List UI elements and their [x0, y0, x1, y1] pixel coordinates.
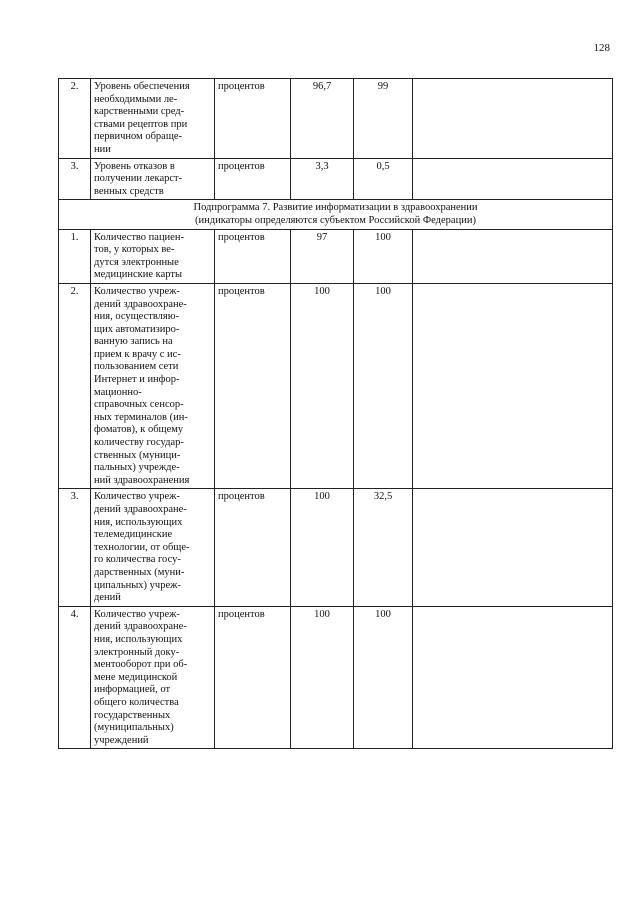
row-number: 2.	[59, 283, 91, 489]
indicator-name: Количество пациен- тов, у которых ве- дутся электронные медицинские карты	[91, 229, 215, 283]
value-cell-2: 100	[354, 229, 413, 283]
section-title: Подпрограмма 7. Развитие информатизации в здравоохранении	[193, 202, 478, 214]
note-cell	[413, 606, 613, 749]
indicator-name: Количество учреж- дений здравоохране- ния, использующих электронный доку- ментооборот при об- мене медицинской информацией, от общего количества государственных (муниципальных) учреждений	[91, 606, 215, 749]
section-subtitle: (индикаторы определяются субъектом Российской Федерации)	[195, 214, 476, 226]
table-row	[59, 606, 613, 749]
row-number: 4.	[59, 606, 91, 749]
unit-cell: процентов	[215, 79, 291, 159]
note-cell	[413, 158, 613, 200]
value-cell-2: 99	[354, 79, 413, 159]
value-cell-2: 0,5	[354, 158, 413, 200]
indicator-table	[58, 78, 613, 749]
unit-cell: процентов	[215, 229, 291, 283]
indicator-name: Уровень отказов в получении лекарст- венных средств	[91, 158, 215, 200]
unit-cell: процентов	[215, 606, 291, 749]
note-cell	[413, 489, 613, 606]
section-row	[59, 200, 613, 229]
indicator-name: Уровень обеспечения необходимыми ле- карственными сред- ствами рецептов при первичном обраще- нии	[91, 79, 215, 159]
value-cell-2: 100	[354, 283, 413, 489]
value-cell-1: 100	[291, 489, 354, 606]
table-row	[59, 229, 613, 283]
row-number: 1.	[59, 229, 91, 283]
note-cell	[413, 229, 613, 283]
indicator-name: Количество учреж- дений здравоохране- ния, использующих телемедицинские технологии, от обще- го количества госу- дарственных (муни- ципальных) учреж- дений	[91, 489, 215, 606]
unit-cell: процентов	[215, 489, 291, 606]
value-cell-2: 100	[354, 606, 413, 749]
table-row	[59, 283, 613, 489]
value-cell-1: 3,3	[291, 158, 354, 200]
indicator-name: Количество учреж- дений здравоохране- ния, осуществляю- щих автоматизиро- ванную запись на прием к врачу с ис- пользованием сети Интернет и инфор- мационно- справочных сенсор- ных терминалов (ин- фоматов), к общему количеству государ- ственных (муници- пальных) учрежде- ний здравоохранения	[91, 283, 215, 489]
row-number: 3.	[59, 489, 91, 606]
table-row	[59, 489, 613, 606]
page-number: 128	[593, 42, 610, 54]
value-cell-1: 100	[291, 606, 354, 749]
value-cell-1: 96,7	[291, 79, 354, 159]
row-number: 2.	[59, 79, 91, 159]
note-cell	[413, 79, 613, 159]
unit-cell: процентов	[215, 283, 291, 489]
section-header	[59, 200, 613, 229]
value-cell-2: 32,5	[354, 489, 413, 606]
table-row	[59, 79, 613, 159]
row-number: 3.	[59, 158, 91, 200]
table-row	[59, 158, 613, 200]
value-cell-1: 97	[291, 229, 354, 283]
unit-cell: процентов	[215, 158, 291, 200]
value-cell-1: 100	[291, 283, 354, 489]
note-cell	[413, 283, 613, 489]
